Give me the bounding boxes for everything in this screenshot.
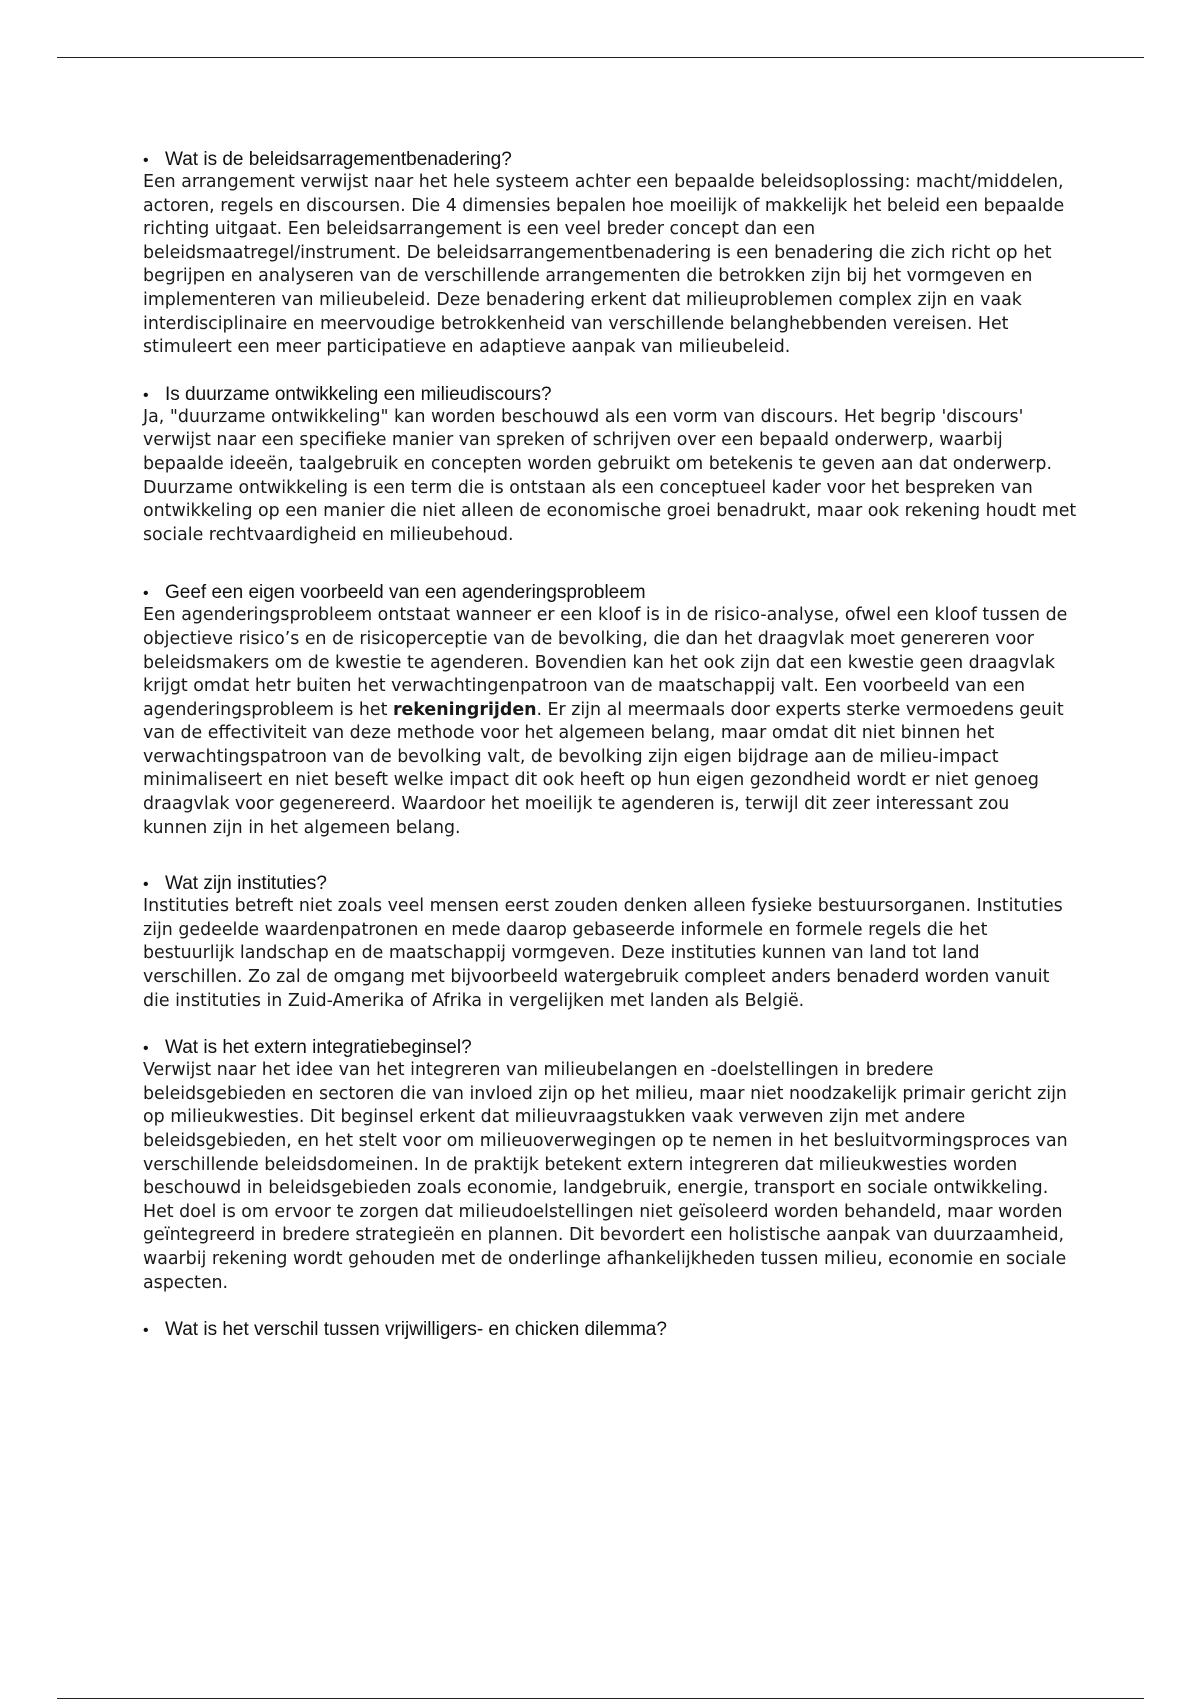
answer-paragraph — [143, 604, 1078, 840]
bullet-icon: • — [143, 876, 149, 894]
question-heading — [143, 581, 1078, 604]
qa-section — [143, 383, 1078, 548]
question-heading — [143, 872, 1078, 895]
qa-section — [143, 148, 1078, 360]
answer-paragraph: Verwijst naar het idee van het integreren van milieubelangen en -doelstellingen in bredere beleidsgebieden en sectoren die van invloed zijn op het milieu, maar niet noodzakelijk primair gericht zijn op milieukwesties. Dit beginsel erkent dat milieuvraagstukken vaak verweven zijn met andere beleidsgebieden, en het stelt voor om milieuoverwegingen op te nemen in het besluitvormingsproces van verschillende beleidsdomeinen. In de praktijk betekent extern integreren dat milieukwesties worden beschouwd in beleidsgebieden zoals economie, landgebruik, energie, transport en sociale ontwikkeling. Het doel is om ervoor te zorgen dat milieudoelstellingen niet geïsoleerd worden behandeld, maar worden geïntegreerd in bredere strategieën en plannen. Dit bevordert een holistische aanpak van duurzaamheid, waarbij rekening wordt gehouden met de onderlinge afhankelijkheden tussen milieu, economie en sociale aspecten. — [143, 1060, 1068, 1293]
question-heading — [143, 1036, 1078, 1059]
header-rule — [57, 57, 1144, 58]
question-text: Wat is de beleidsarragementbenadering? — [165, 149, 512, 170]
qa-section — [143, 581, 1078, 840]
question-text: Wat is het verschil tussen vrijwilligers- en chicken dilemma? — [165, 1319, 667, 1341]
question-text: Is duurzame ontwikkeling een milieudiscours? — [165, 383, 552, 405]
question-heading — [143, 383, 1078, 406]
bullet-icon: • — [143, 585, 149, 603]
document-body — [143, 148, 1078, 1341]
question-text: Geef een eigen voorbeeld van een agenderingsprobleem — [165, 582, 646, 604]
bullet-icon: • — [143, 152, 149, 169]
footer-rule — [57, 1698, 1144, 1699]
answer-text: Een agenderingsprobleem ontstaat wanneer er een kloof is in de risico-analyse, ofwel een kloof tussen de objectieve risico’s en de risicoperceptie van de bevolking, die dan het draagvlak moet genereren voor beleidsmakers om de kwestie te agenderen. Bovendien kan het ook zijn dat een kwestie geen draagvlak krijgt omdat hetr buiten het verwachtingenpatroon van de maatschappij valt. Een voorbeeld van een agenderingsprobleem is het — [143, 605, 1068, 720]
bullet-icon: • — [143, 1322, 149, 1340]
bullet-icon: • — [143, 386, 149, 404]
question-text: Wat zijn instituties? — [165, 873, 327, 895]
answer-text: . Er zijn al meermaals door experts sterke vermoedens geuit van de effectiviteit van deze methode voor het algemeen belang, maar omdat dit niet binnen het verwachtingspatroon van de bevolking valt, de bevolking zijn eigen bijdrage aan de milieu-impact minimaliseert en niet beseft welke impact dit ook heeft op hun eigen gezondheid wordt er niet genoeg draagvlak voor gegenereerd. Waardoor het moeilijk te agenderen is, terwijl dit zeer interessant zou kunnen zijn in het algemeen belang. — [143, 699, 1064, 838]
answer-paragraph: Een arrangement verwijst naar het hele systeem achter een bepaalde beleidsoplossing: macht/middelen, actoren, regels en discoursen. Die 4 dimensies bepalen hoe moeilijk of makkelijk het beleid een bepaalde richting uitgaat. Een beleidsarrangement is een veel breder concept dan een beleidsmaatregel/instrument. De beleidsarrangementbenadering is een benadering die zich richt op het begrijpen en analyseren van de verschillende arrangementen die betrokken zijn bij het vormgeven en implementeren van milieubeleid. Deze benadering erkent dat milieuproblemen complex zijn en vaak interdisciplinaire en meervoudige betrokkenheid van verschillende belanghebbenden vereisen. Het stimuleert een meer participatieve en adaptieve aanpak van milieubeleid. — [143, 172, 1065, 358]
answer-paragraph: Instituties betreft niet zoals veel mensen eerst zouden denken alleen fysieke bestuursorganen. Instituties zijn gedeelde waardenpatronen en mede daarop gebaseerde informele en formele regels die het bestuurlijk landschap en de maatschappij vormgeven. Deze instituties kunnen van land tot land verschillen. Zo zal de omgang met bijvoorbeeld watergebruik compleet anders benaderd worden vanuit die instituties in Zuid-Amerika of Afrika in vergelijken met landen als België. — [143, 896, 1063, 1011]
answer-bold-term: rekeningrijden — [392, 699, 537, 720]
question-text: Wat is het extern integratiebeginsel? — [165, 1037, 472, 1059]
qa-section — [143, 1036, 1078, 1295]
qa-section — [143, 872, 1078, 1013]
question-heading — [143, 148, 1078, 171]
question-heading — [143, 1318, 1078, 1341]
answer-paragraph: Ja, "duurzame ontwikkeling" kan worden beschouwd als een vorm van discours. Het begrip 'discours' verwijst naar een specifieke manier van spreken of schrijven over een bepaald onderwerp, waarbij bepaalde ideeën, taalgebruik en concepten worden gebruikt om betekenis te geven aan dat onderwerp. Duurzame ontwikkeling is een term die is ontstaan als een conceptueel kader voor het bespreken van ontwikkeling op een manier die niet alleen de economische groei benadrukt, maar ook rekening houdt met sociale rechtvaardigheid en milieubehoud. — [143, 406, 1077, 545]
qa-section — [143, 1318, 1078, 1341]
bullet-icon: • — [143, 1040, 149, 1058]
